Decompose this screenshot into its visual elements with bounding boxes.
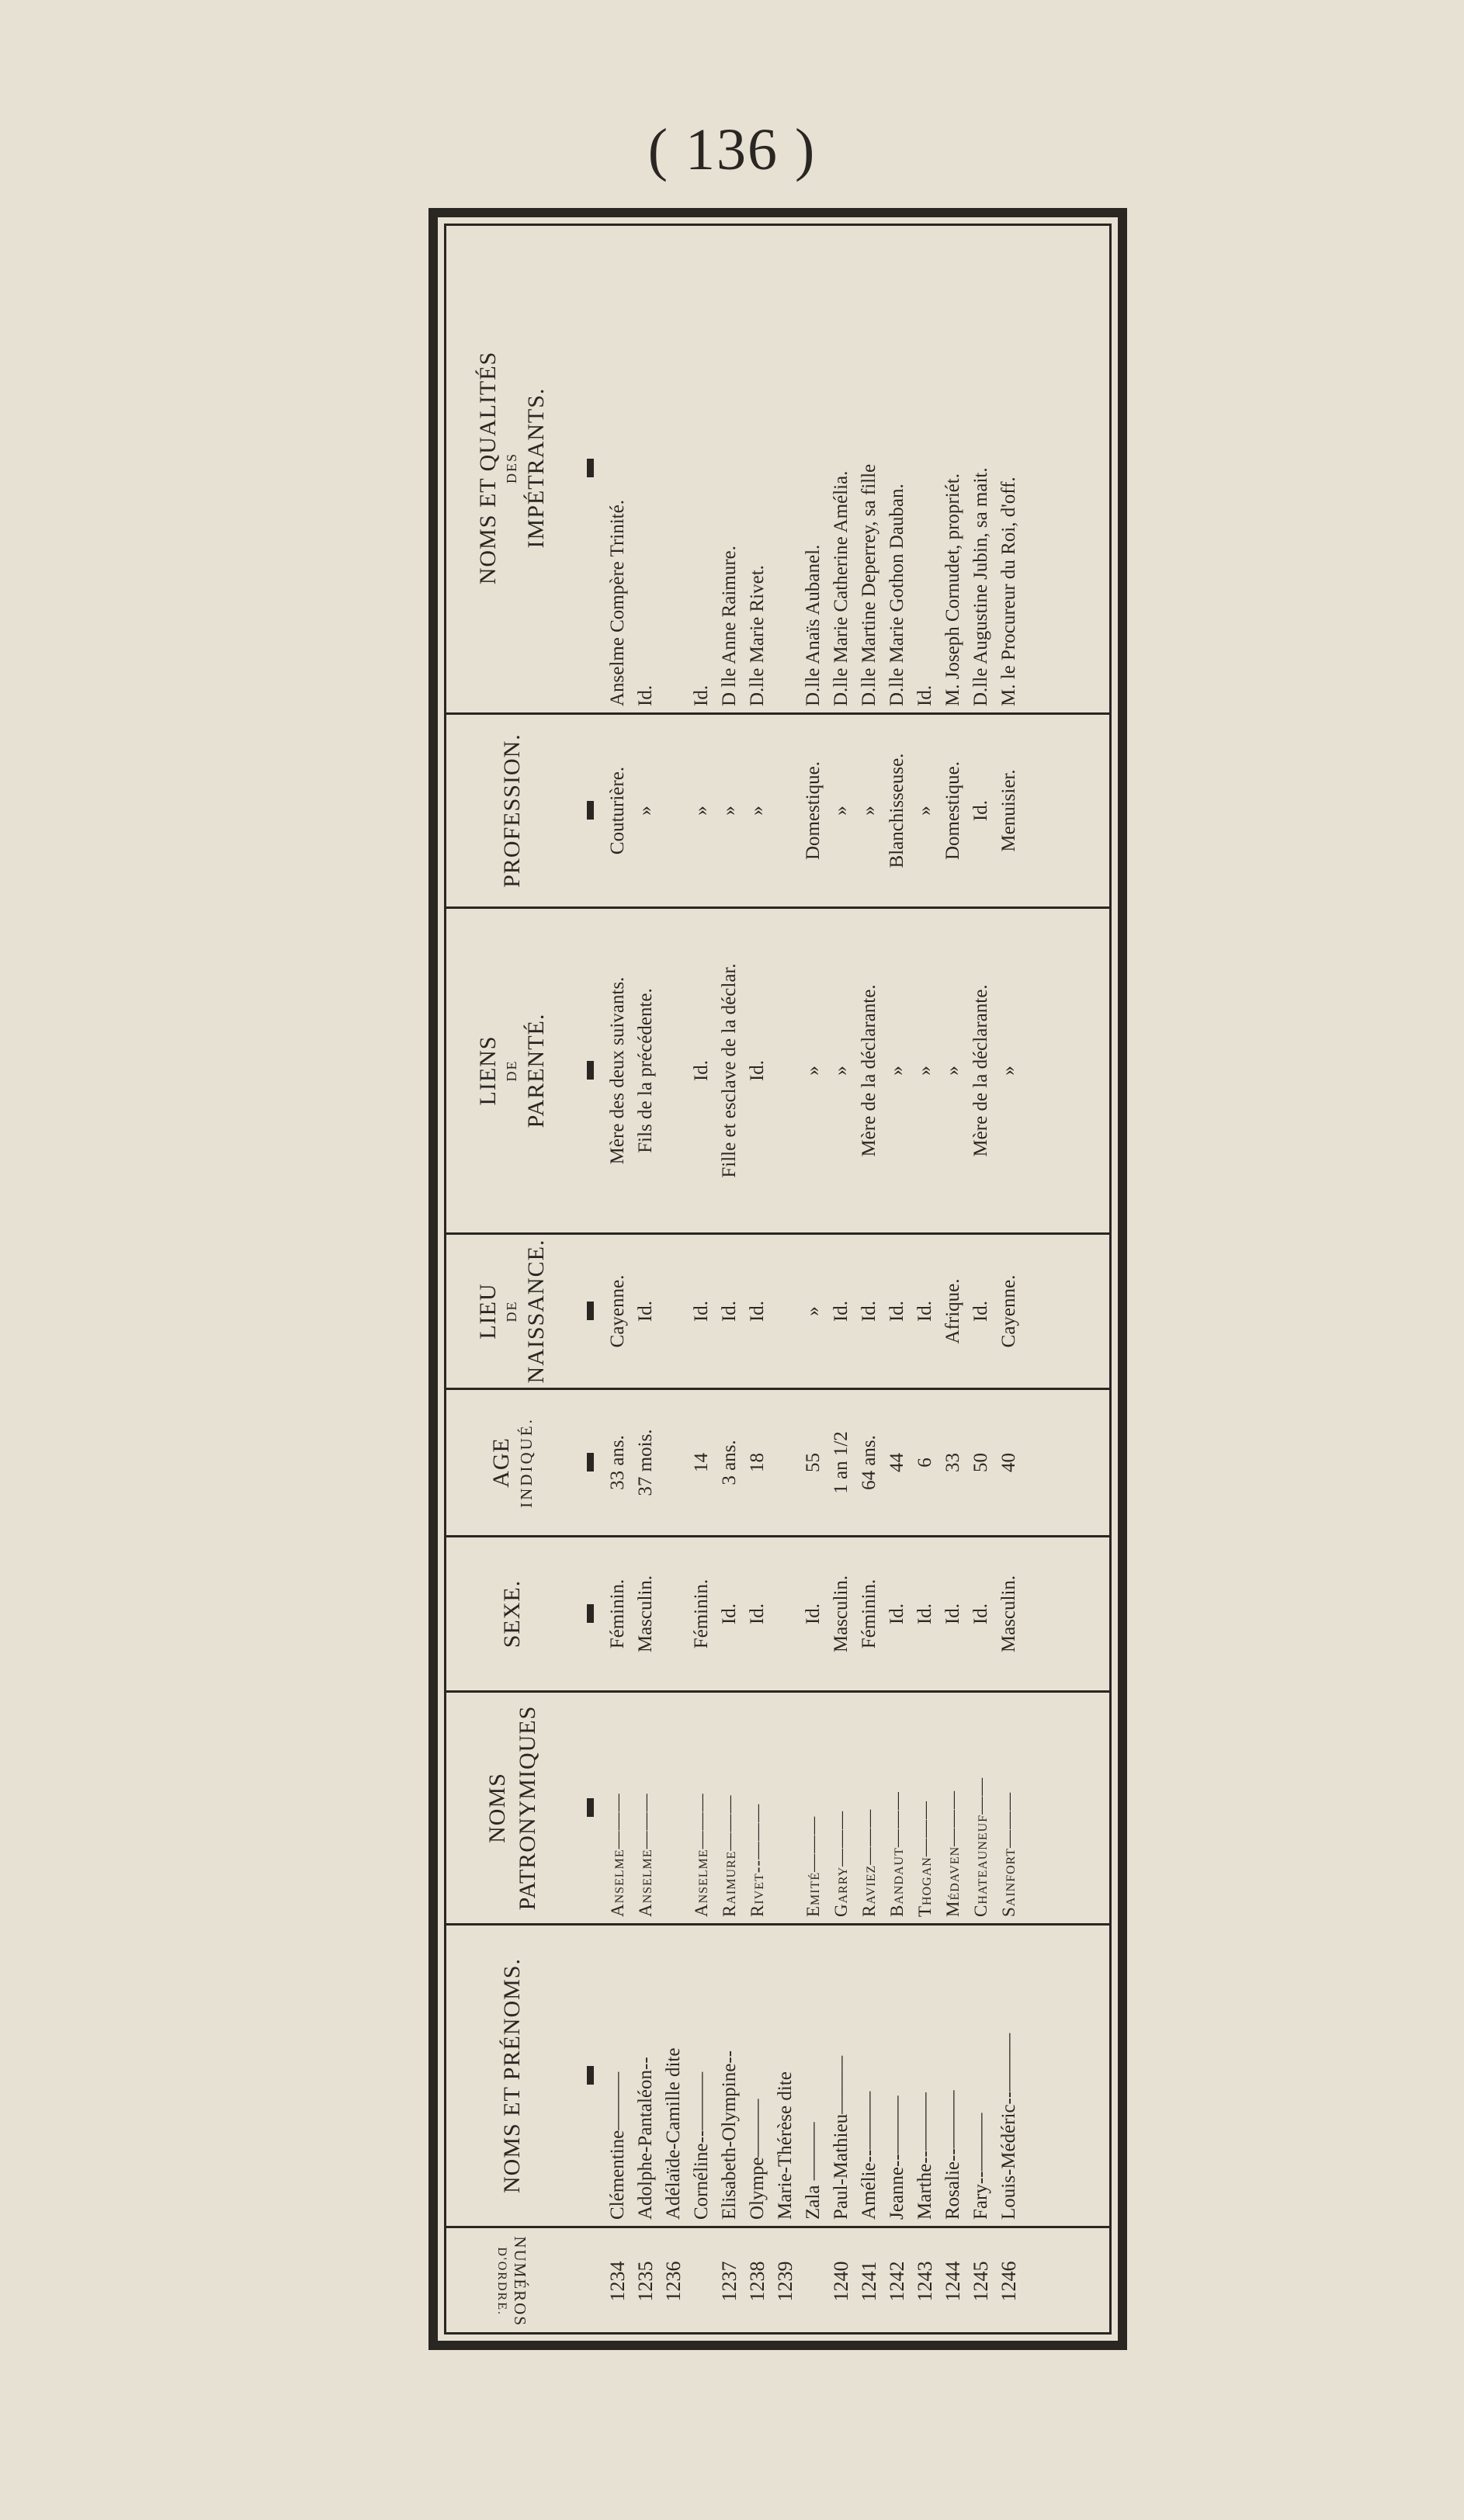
- header-line: SEXE.: [499, 1579, 525, 1648]
- table-cell: 1 an 1/2: [831, 1431, 852, 1494]
- header-line: NAISSANCE.: [523, 1239, 550, 1384]
- column-body: [604, 1390, 1023, 1535]
- table-cell: Id.: [942, 1603, 963, 1625]
- header-line: D'ORDRE.: [495, 2247, 509, 2316]
- column-header: [444, 1926, 580, 2226]
- table-cell: »: [859, 806, 879, 816]
- table-cell: 1240: [830, 2261, 852, 2302]
- header-line: DE: [503, 1059, 519, 1082]
- table-cell: [660, 1235, 688, 1388]
- table-cell: Fary--———: [970, 2113, 991, 2220]
- table-cell: 1238: [746, 2261, 768, 2302]
- table-cell: 33 ans.: [607, 1435, 628, 1490]
- table-cell: Chateauneuf——: [971, 1776, 990, 1917]
- header-line: AGE: [488, 1437, 515, 1488]
- table-cell: [660, 715, 688, 906]
- table-cell: Id.: [719, 1603, 740, 1625]
- table-cell: Id.: [803, 1603, 824, 1625]
- table-cell: Id.: [691, 1300, 712, 1322]
- column-body: [604, 715, 1023, 906]
- table-cell: Masculin.: [635, 1575, 656, 1653]
- table-cell: Louis-Médéric--———: [998, 2033, 1019, 2220]
- table-cell: 1243: [914, 2261, 936, 2302]
- page-number: ( 136 ): [647, 117, 817, 182]
- table-cell: Id.: [719, 1300, 740, 1322]
- table-cell: D lle Anne Raimure.: [719, 546, 740, 706]
- table-cell: [660, 1390, 688, 1535]
- table-cell: »: [998, 1066, 1019, 1076]
- col-liens-de-parente: [444, 906, 1112, 1232]
- column-header: [444, 1235, 580, 1388]
- column-body: [604, 1693, 1023, 1923]
- table-cell: Féminin.: [691, 1579, 712, 1649]
- table-cell: D.lle Marie Rivet.: [747, 565, 768, 706]
- column-header: [444, 1390, 580, 1535]
- table-cell: »: [635, 806, 656, 816]
- table-cell: »: [942, 1066, 963, 1076]
- register-table: [444, 224, 1112, 2335]
- table-cell: Id.: [886, 1603, 907, 1625]
- header-rule: [587, 1302, 594, 1321]
- table-cell: Jeanne--———: [886, 2095, 907, 2220]
- header-rule: [587, 802, 594, 820]
- table-cell: Id.: [914, 685, 935, 706]
- table-cell: Anselme———: [608, 1793, 627, 1917]
- header-line: PATRONYMIQUES: [514, 1705, 540, 1911]
- table-cell: [660, 909, 688, 1232]
- table-cell: Sainfort———: [999, 1791, 1018, 1917]
- table-cell: Mère des deux suivants.: [607, 976, 628, 1165]
- table-cell: Id.: [691, 685, 712, 706]
- header-line: PROFESSION.: [499, 733, 525, 888]
- col-noms-qualites-impetrants: [444, 224, 1112, 712]
- table-cell: [772, 909, 800, 1232]
- table-cell: Fils de la précédente.: [635, 988, 656, 1153]
- table-cell: Id.: [914, 1300, 935, 1322]
- header-line: IMPÉTRANTS.: [523, 387, 550, 549]
- table-cell: Afrique.: [942, 1278, 963, 1344]
- table-cell: Bandaut———: [887, 1791, 907, 1917]
- header-line: LIENS: [474, 1035, 501, 1106]
- table-cell: Emité———: [803, 1815, 823, 1917]
- table-cell: 1237: [718, 2261, 741, 2302]
- table-cell: 3 ans.: [719, 1440, 740, 1485]
- table-cell: Anselme Compère Trinité.: [607, 500, 628, 706]
- table-cell: [800, 2228, 827, 2335]
- col-lieu-de-naissance: [444, 1232, 1112, 1388]
- table-cell: Rosalie--———: [942, 2090, 963, 2220]
- header-line: NOMS ET PRÉNOMS.: [499, 1958, 525, 2194]
- column-header: [444, 1693, 580, 1923]
- column-header: [444, 1537, 580, 1690]
- table-cell: Garry———: [831, 1810, 851, 1917]
- col-noms-patronymiques: [444, 1690, 1112, 1923]
- header-line: INDIQUÉ.: [517, 1417, 536, 1508]
- table-cell: »: [803, 1306, 824, 1316]
- table-cell: Id.: [914, 1603, 935, 1625]
- table-cell: Rivet--———: [748, 1803, 767, 1917]
- table-cell: [772, 224, 800, 712]
- table-cell: »: [914, 806, 935, 816]
- header-line: NOMS ET QUALITÉS: [474, 351, 501, 585]
- table-cell: D.lle Marie Gothon Dauban.: [886, 484, 907, 706]
- col-noms-et-prenoms: [444, 1923, 1112, 2226]
- header-line: LIEU: [474, 1283, 501, 1340]
- table-cell: Marie-Thérèse dite: [775, 2071, 796, 2220]
- table-cell: »: [747, 806, 768, 816]
- table-cell: 1241: [858, 2261, 880, 2302]
- header-rule: [587, 2067, 594, 2085]
- table-cell: M. le Procureur du Roi, d'off.: [998, 477, 1019, 706]
- header-rule: [587, 1454, 594, 1472]
- table-cell: Féminin.: [859, 1579, 879, 1649]
- column-body: [604, 224, 1023, 712]
- column-body: [604, 2228, 1023, 2335]
- table-cell: [660, 1537, 688, 1690]
- table-cell: D.lle Anaïs Aubanel.: [803, 544, 824, 706]
- table-cell: »: [914, 1066, 935, 1076]
- col-sexe: [444, 1535, 1112, 1690]
- table-cell: Couturière.: [607, 766, 628, 855]
- table-cell: Raimure———: [720, 1794, 739, 1917]
- table-cell: [772, 1390, 800, 1535]
- header-rule: [587, 1605, 594, 1624]
- table-cell: Amélie--———: [859, 2091, 879, 2220]
- table-cell: Anselme———: [692, 1793, 711, 1917]
- table-cell: »: [691, 806, 712, 816]
- column-body: [604, 909, 1023, 1232]
- table-cell: Clémentine———: [607, 2071, 628, 2220]
- col-profession: [444, 712, 1112, 906]
- table-cell: Id.: [747, 1603, 768, 1625]
- table-cell: [660, 1693, 688, 1923]
- table-cell: Cayenne.: [607, 1274, 628, 1348]
- table-cell: Id.: [970, 1300, 991, 1322]
- table-cell: Marthe--———: [914, 2092, 935, 2220]
- table-cell: »: [886, 1066, 907, 1076]
- table-cell: 14: [691, 1453, 712, 1472]
- table-cell: Thogan———: [915, 1801, 935, 1917]
- table-cell: 1236: [662, 2261, 685, 2302]
- table-cell: 1244: [942, 2261, 964, 2302]
- table-cell: 40: [998, 1453, 1019, 1472]
- table-cell: D.lle Marie Catherine Amélia.: [831, 470, 852, 706]
- table-cell: M. Joseph Cornudet, propriét.: [942, 473, 963, 706]
- header-line: NOMS: [484, 1773, 510, 1843]
- table-cell: Elisabeth-Olympine--: [719, 2050, 740, 2220]
- col-numeros-dordre: [444, 2226, 1112, 2335]
- column-header: [444, 2228, 580, 2335]
- table-cell: Id.: [691, 1059, 712, 1082]
- column-header: [444, 909, 580, 1232]
- table-cell: 55: [803, 1453, 824, 1472]
- table-cell: Id.: [970, 799, 991, 822]
- table-cell: 1246: [997, 2261, 1020, 2302]
- table-cell: [688, 2228, 716, 2335]
- table-cell: Cornéline--———: [691, 2071, 712, 2220]
- table-cell: D.lle Martine Deperrey, sa fille: [859, 463, 879, 706]
- table-cell: D.lle Augustine Jubin, sa mait.: [970, 467, 991, 706]
- table-cell: »: [831, 1066, 852, 1076]
- table-cell: 64 ans.: [859, 1435, 879, 1490]
- header-rule: [587, 459, 594, 477]
- header-rule: [587, 1799, 594, 1818]
- table-cell: [660, 224, 688, 712]
- table-cell: 1234: [606, 2261, 629, 2302]
- table-cell: Féminin.: [607, 1579, 628, 1649]
- column-header-label: [493, 2236, 530, 2327]
- table-cell: Blanchisseuse.: [886, 753, 907, 868]
- table-cell: »: [831, 806, 852, 816]
- column-header: [444, 224, 580, 712]
- table-cell: 1245: [970, 2261, 992, 2302]
- table-cell: »: [803, 1066, 824, 1076]
- table-cell: Zala ———: [803, 2122, 824, 2220]
- table-cell: [772, 1693, 800, 1923]
- table-cell: »: [719, 806, 740, 816]
- table-cell: Cayenne.: [998, 1274, 1019, 1348]
- table-cell: Id.: [747, 1300, 768, 1322]
- table-cell: Masculin.: [831, 1575, 852, 1653]
- table-cell: Menuisier.: [998, 769, 1019, 852]
- header-line: DES: [503, 452, 519, 484]
- table-cell: Adolphe-Pantaléon--: [635, 2057, 656, 2220]
- column-body: [604, 1235, 1023, 1388]
- table-cell: Olympe———: [747, 2099, 768, 2220]
- table-cell: 50: [970, 1453, 991, 1472]
- table-cell: Id.: [886, 1300, 907, 1322]
- column-body: [604, 1926, 1023, 2226]
- table-cell: Domestique.: [803, 761, 824, 861]
- table-cell: 6: [914, 1458, 935, 1468]
- table-cell: 1242: [886, 2261, 908, 2302]
- table-cell: 33: [942, 1453, 963, 1472]
- table-cell: Raviez———: [859, 1808, 879, 1917]
- table-cell: 18: [747, 1453, 768, 1472]
- table-cell: 37 mois.: [635, 1429, 656, 1496]
- table-cell: Paul-Mathieu———: [831, 2055, 852, 2220]
- table-cell: 1235: [634, 2261, 657, 2302]
- table-cell: Id.: [970, 1603, 991, 1625]
- table-cell: [772, 1235, 800, 1388]
- table-cell: 44: [886, 1453, 907, 1472]
- table-cell: Id.: [635, 685, 656, 706]
- column-body: [604, 1537, 1023, 1690]
- table-cell: Fille et esclave de la déclar.: [719, 963, 740, 1178]
- table-cell: Masculin.: [998, 1575, 1019, 1653]
- table-cell: Anselme———: [636, 1793, 655, 1917]
- table-cell: Id.: [831, 1300, 852, 1322]
- column-header: [444, 715, 580, 906]
- header-rule: [587, 1062, 594, 1080]
- header-line: PARENTÉ.: [523, 1013, 550, 1128]
- header-line: DE: [503, 1300, 519, 1322]
- table-cell: [772, 715, 800, 906]
- table-cell: Médaven———: [943, 1790, 963, 1917]
- table-cell: 1239: [774, 2261, 796, 2302]
- header-line: NUMÉROS: [511, 2236, 530, 2327]
- table-cell: Domestique.: [942, 761, 963, 861]
- col-age-indique: [444, 1388, 1112, 1535]
- table-cell: Id.: [859, 1300, 879, 1322]
- table-cell: Mère de la déclarante.: [859, 984, 879, 1157]
- table-cell: Mère de la déclarante.: [970, 984, 991, 1157]
- table-cell: Id.: [635, 1300, 656, 1322]
- table-cell: Id.: [747, 1059, 768, 1082]
- table-cell: [772, 1537, 800, 1690]
- table-cell: Adélaïde-Camille dite: [663, 2047, 684, 2220]
